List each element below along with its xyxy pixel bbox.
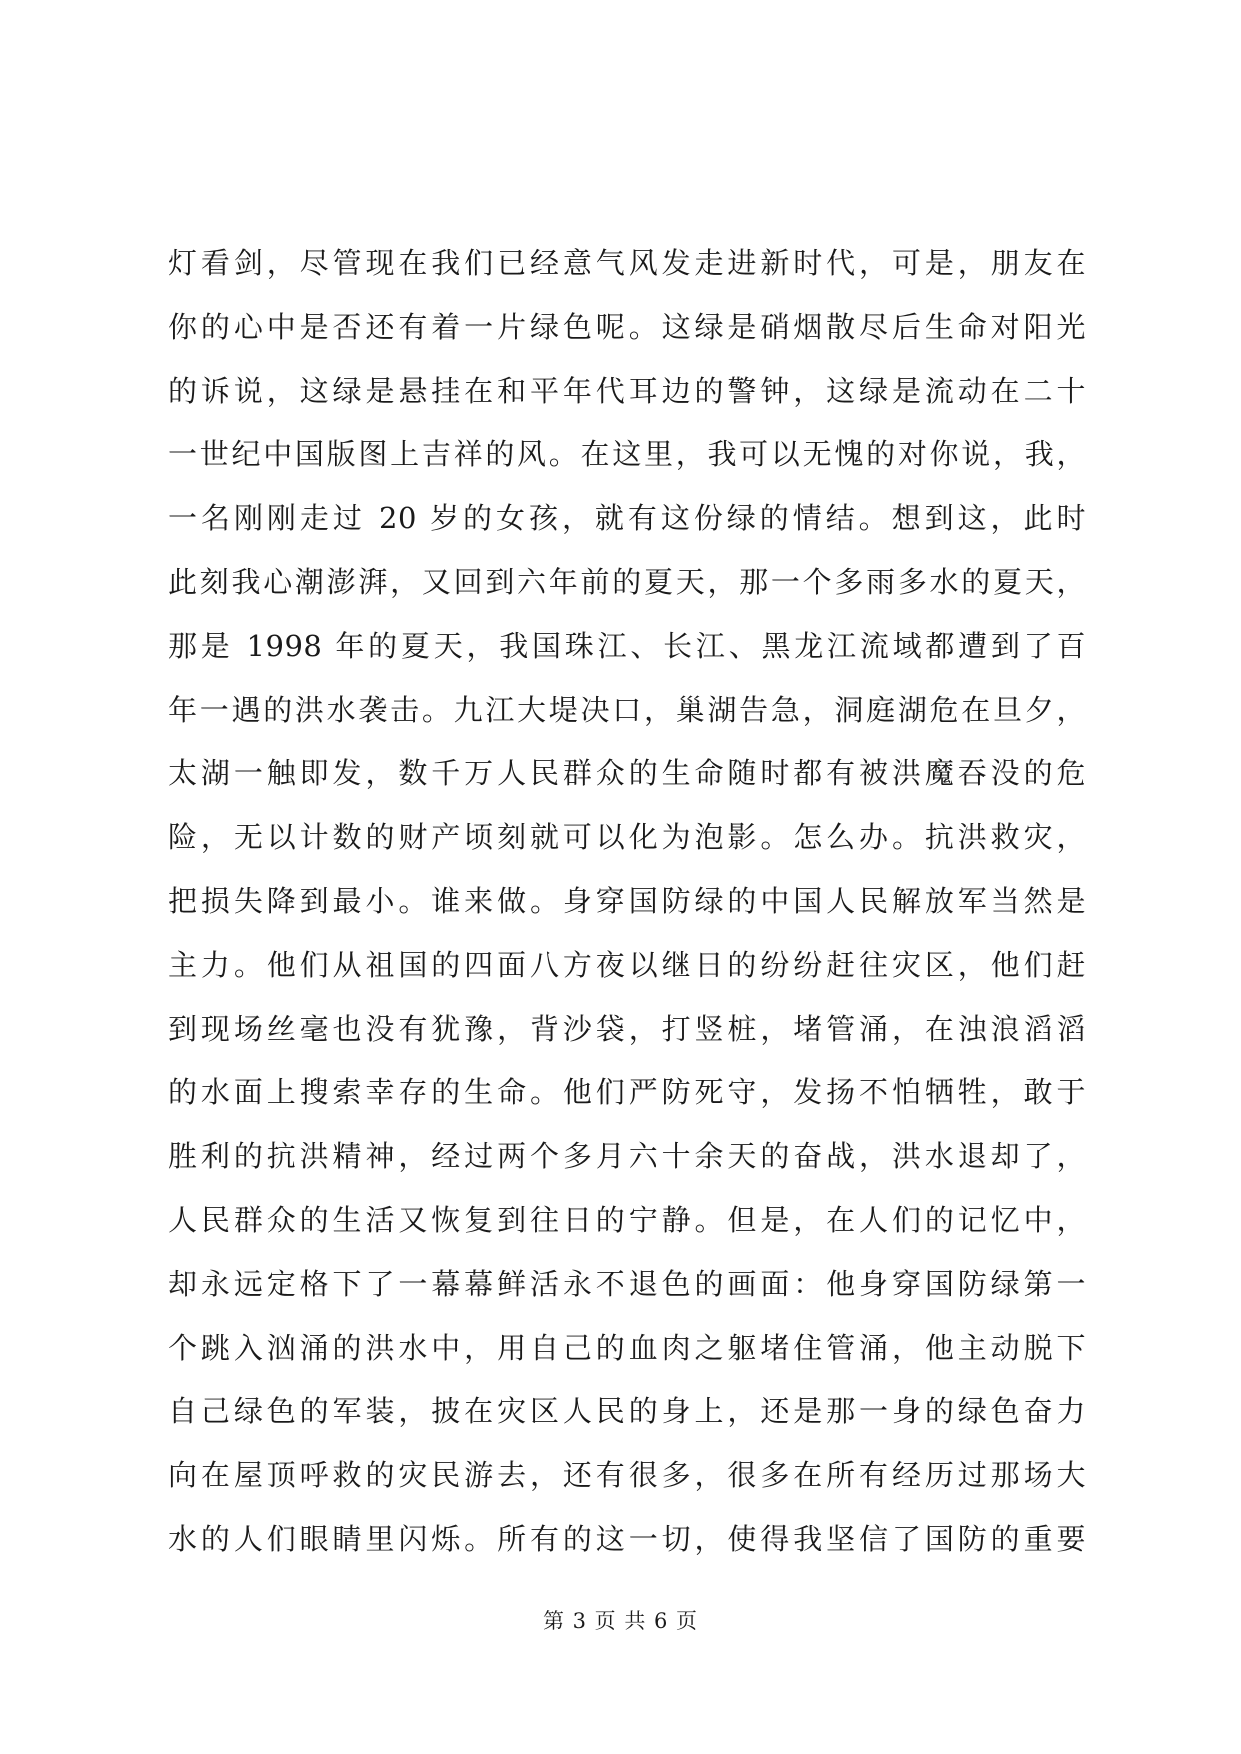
text-line: 自己绿色的军装，披在灾区人民的身上，还是那一身的绿色奋力 [168,1394,1086,1429]
text-line: 主力。他们从祖国的四面八方夜以继日的纷纷赶往灾区，他们赶 [168,947,1086,982]
text-line: 险，无以计数的财产顷刻就可以化为泡影。怎么办。抗洪救灾， [168,820,1086,855]
text-line: 把损失降到最小。谁来做。身穿国防绿的中国人民解放军当然是 [168,883,1086,918]
text-line: 到现场丝毫也没有犹豫，背沙袋，打竖桩，堵管涌，在浊浪滔滔 [168,1011,1086,1046]
text-line: 此刻我心潮澎湃，又回到六年前的夏天，那一个多雨多水的夏天， [168,564,1086,599]
text-line: 却永远定格下了一幕幕鲜活永不退色的画面：他身穿国防绿第一 [168,1266,1086,1301]
text-line: 太湖一触即发，数千万人民群众的生命随时都有被洪魔吞没的危 [168,756,1086,791]
text-line: 灯看剑，尽管现在我们已经意气风发走进新时代，可是，朋友在 [168,246,1086,280]
text-line: 年一遇的洪水袭击。九江大堤决口，巢湖告急，洞庭湖危在旦夕， [168,692,1086,727]
text-line: 水的人们眼睛里闪烁。所有的这一切，使得我坚信了国防的重要 [168,1521,1086,1556]
text-line: 个跳入汹涌的洪水中，用自己的血肉之躯堵住管涌，他主动脱下 [168,1330,1086,1365]
text-line: 的诉说，这绿是悬挂在和平年代耳边的警钟，这绿是流动在二十 [168,373,1086,408]
text-line: 那是 1998 年的夏天，我国珠江、长江、黑龙江流域都遭到了百 [168,628,1086,663]
text-line: 你的心中是否还有着一片绿色呢。这绿是硝烟散尽后生命对阳光 [168,309,1086,344]
text-line: 一名刚刚走过 20 岁的女孩，就有这份绿的情结。想到这，此时 [168,501,1086,536]
text-line: 的水面上搜索幸存的生命。他们严防死守，发扬不怕牺牲，敢于 [168,1075,1086,1110]
text-line: 向在屋顶呼救的灾民游去，还有很多，很多在所有经历过那场大 [168,1458,1086,1493]
text-line: 人民群众的生活又恢复到往日的宁静。但是，在人们的记忆中， [168,1202,1086,1237]
body-text [168,232,1086,1572]
page-footer: 第 3 页 共 6 页 [542,1609,699,1633]
text-line: 一世纪中国版图上吉祥的风。在这里，我可以无愧的对你说，我， [168,437,1086,472]
text-line: 胜利的抗洪精神，经过两个多月六十余天的奋战，洪水退却了， [168,1139,1086,1174]
